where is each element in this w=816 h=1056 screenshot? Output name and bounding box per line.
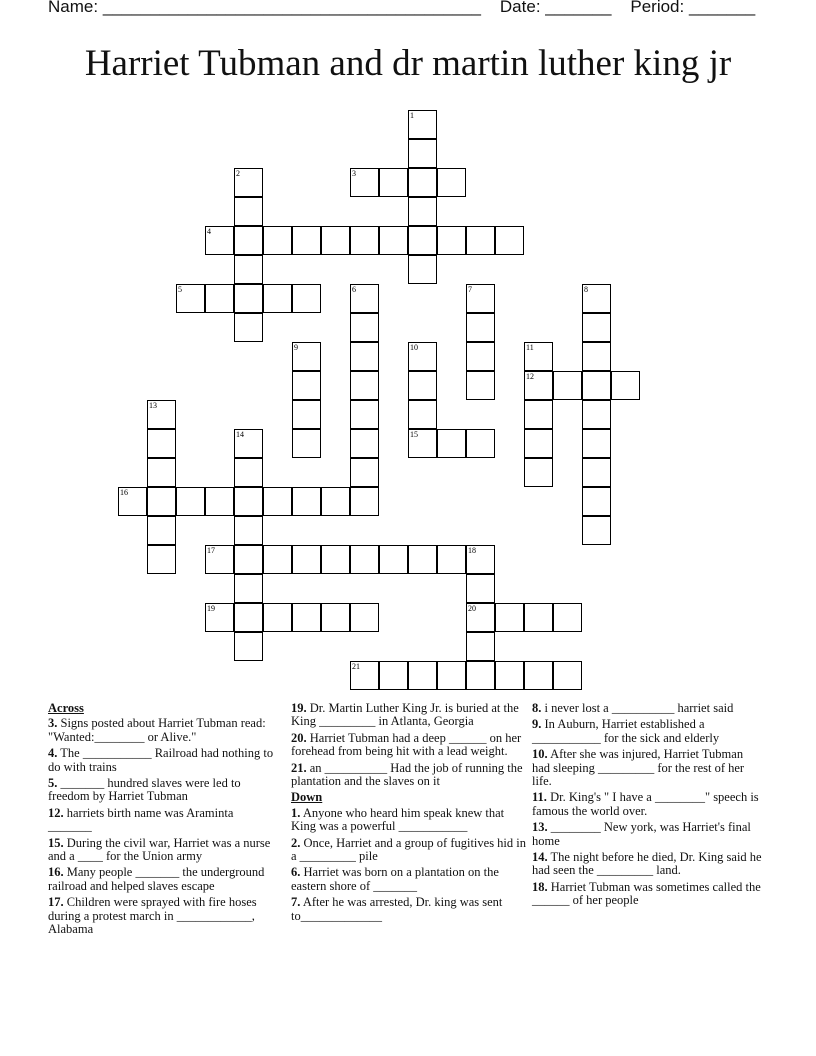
grid-cell[interactable]: [408, 226, 437, 255]
grid-cell[interactable]: [350, 487, 379, 516]
clue-down-13: 13. ________ New york, was Harriet's final home: [532, 820, 751, 848]
grid-cell[interactable]: [524, 458, 553, 487]
period-label: Period:: [630, 0, 685, 16]
grid-cell[interactable]: [263, 545, 292, 574]
clue-across-16: 16. Many people _______ the underground railroad and helped slaves escape: [48, 865, 265, 893]
grid-cell[interactable]: [379, 168, 408, 197]
grid-cell[interactable]: [350, 458, 379, 487]
grid-cell[interactable]: [582, 400, 611, 429]
grid-cell[interactable]: [495, 603, 524, 632]
grid-cell[interactable]: [350, 313, 379, 342]
across-heading: Across: [48, 701, 84, 715]
grid-cell[interactable]: [147, 545, 176, 574]
grid-cell[interactable]: [350, 400, 379, 429]
grid-cell[interactable]: [524, 603, 553, 632]
clue-down-8: 8. i never lost a __________ harriet said: [532, 701, 734, 715]
date-label: Date:: [499, 0, 541, 16]
clue-across-4: 4. The ___________ Railroad had nothing to do with trains: [48, 746, 274, 774]
clue-number: 20: [468, 604, 476, 613]
grid-cell[interactable]: [408, 371, 437, 400]
period-blank[interactable]: _______: [688, 0, 756, 16]
grid-cell[interactable]: [553, 603, 582, 632]
clue-number: 11: [526, 343, 534, 352]
clue-across-5: 5. _______ hundred slaves were led to freedom by Harriet Tubman: [48, 776, 241, 804]
page-title: Harriet Tubman and dr martin luther king jr: [84, 43, 732, 84]
clue-number: 8: [584, 285, 588, 294]
grid-cell[interactable]: [263, 487, 292, 516]
grid-cell[interactable]: [582, 313, 611, 342]
grid-cell[interactable]: [466, 429, 495, 458]
grid-cell[interactable]: [582, 371, 611, 400]
grid-cell[interactable]: [147, 429, 176, 458]
grid-cell[interactable]: [234, 545, 263, 574]
clue-down-2: 2. Once, Harriet and a group of fugitives hid in a _________ pile: [291, 835, 527, 864]
clue-number: 2: [236, 169, 240, 178]
clue-number: 9: [294, 343, 298, 352]
grid-cell[interactable]: [408, 545, 437, 574]
grid-cell[interactable]: [582, 487, 611, 516]
down-heading: Down: [291, 790, 323, 805]
grid-cell[interactable]: [205, 487, 234, 516]
grid-cell[interactable]: [466, 342, 495, 371]
grid-cell[interactable]: [582, 458, 611, 487]
grid-cell[interactable]: [437, 168, 466, 197]
clue-number: 15: [410, 430, 418, 439]
clue-number: 17: [207, 546, 215, 555]
grid-cell[interactable]: [524, 661, 553, 690]
grid-cell[interactable]: [292, 371, 321, 400]
grid-cell[interactable]: [553, 371, 582, 400]
clue-down-6: 6. Harriet was born on a plantation on the eastern shore of _______: [291, 865, 499, 893]
clue-column-1: [48, 702, 274, 940]
grid-cell[interactable]: [466, 661, 495, 690]
grid-cell[interactable]: [379, 545, 408, 574]
grid-cell[interactable]: [350, 603, 379, 632]
clue-number: 14: [236, 430, 244, 439]
clue-number: 19: [207, 604, 215, 613]
grid-cell[interactable]: [466, 313, 495, 342]
grid-cell[interactable]: [437, 545, 466, 574]
grid-cell[interactable]: [524, 400, 553, 429]
grid-cell[interactable]: [611, 371, 640, 400]
grid-cell[interactable]: [234, 197, 263, 226]
grid-cell[interactable]: [234, 458, 263, 487]
grid-cell[interactable]: [234, 632, 263, 661]
grid-cell[interactable]: [466, 632, 495, 661]
grid-cell[interactable]: [234, 255, 263, 284]
grid-cell[interactable]: [350, 545, 379, 574]
clue-across-3: 3. Signs posted about Harriet Tubman read: "Wanted:________ or Alive.": [48, 716, 266, 744]
grid-cell[interactable]: [350, 226, 379, 255]
grid-cell[interactable]: [437, 429, 466, 458]
clue-down-18: 18. Harriet Tubman was sometimes called the ______ of her people: [532, 879, 761, 908]
clue-column-2: [291, 702, 527, 926]
clue-across-19: 19. Dr. Martin Luther King Jr. is buried at the King _________ in Atlanta, Georgia: [291, 701, 519, 729]
grid-cell[interactable]: [408, 197, 437, 226]
name-label: Name:: [48, 0, 99, 16]
grid-cell[interactable]: [582, 429, 611, 458]
grid-cell[interactable]: [437, 661, 466, 690]
clue-number: 16: [120, 488, 128, 497]
grid-cell[interactable]: [321, 603, 350, 632]
grid-cell[interactable]: [147, 487, 176, 516]
clue-number: 10: [410, 343, 418, 352]
clue-number: 3: [352, 169, 356, 178]
grid-cell[interactable]: [147, 516, 176, 545]
clue-across-17: 17. Children were sprayed with fire hoses during a protest march in ____________, Alabama: [48, 895, 257, 937]
clue-number: 12: [526, 372, 534, 381]
grid-cell[interactable]: [234, 226, 263, 255]
date-blank[interactable]: _______: [545, 0, 612, 16]
grid-cell[interactable]: [321, 545, 350, 574]
grid-cell[interactable]: [234, 284, 263, 313]
grid-cell[interactable]: [292, 226, 321, 255]
clue-down-11: 11. Dr. King's " I have a ________" speech is famous the world over.: [532, 790, 759, 818]
clue-across-21: 21. an __________ Had the job of running the plantation and the slaves on it: [291, 760, 523, 789]
grid-cell[interactable]: [495, 226, 524, 255]
grid-cell[interactable]: [437, 226, 466, 255]
grid-cell[interactable]: [466, 371, 495, 400]
clue-number: 1: [410, 111, 414, 120]
grid-cell[interactable]: [292, 429, 321, 458]
clue-number: 5: [178, 285, 182, 294]
grid-cell[interactable]: [234, 603, 263, 632]
grid-cell[interactable]: [263, 284, 292, 313]
grid-cell[interactable]: [350, 371, 379, 400]
clue-down-14: 14. The night before he died, Dr. King said he had seen the _________ land.: [532, 850, 762, 878]
grid-cell[interactable]: [263, 603, 292, 632]
grid-cell[interactable]: [350, 429, 379, 458]
clue-number: 13: [149, 401, 157, 410]
clue-down-9: 9. In Auburn, Harriet established a ___________ for the sick and elderly: [532, 717, 720, 745]
grid-cell[interactable]: [466, 574, 495, 603]
grid-cell[interactable]: [263, 226, 292, 255]
grid-cell[interactable]: [582, 342, 611, 371]
clue-column-3: [532, 702, 764, 911]
grid-cell[interactable]: [205, 284, 234, 313]
grid-cell[interactable]: [234, 574, 263, 603]
clue-across-15: 15. During the civil war, Harriet was a nurse and a ____ for the Union army: [48, 835, 271, 864]
grid-cell[interactable]: [582, 516, 611, 545]
grid-cell[interactable]: [292, 545, 321, 574]
clue-across-20: 20. Harriet Tubman had a deep ______ on her forehead from being hit with a lead weight.: [291, 730, 522, 759]
grid-cell[interactable]: [466, 226, 495, 255]
grid-cell[interactable]: [292, 487, 321, 516]
grid-cell[interactable]: [379, 226, 408, 255]
grid-cell[interactable]: [292, 284, 321, 313]
grid-cell[interactable]: [234, 487, 263, 516]
grid-cell[interactable]: [176, 487, 205, 516]
grid-cell[interactable]: [408, 139, 437, 168]
grid-cell[interactable]: [379, 661, 408, 690]
clue-number: 18: [468, 546, 476, 555]
clue-number: 21: [352, 662, 360, 671]
grid-cell[interactable]: [234, 313, 263, 342]
clue-down-10: 10. After she was injured, Harriet Tubman had sleeping _________ for the rest of her life.: [532, 747, 745, 789]
grid-cell[interactable]: [292, 400, 321, 429]
clue-number: 6: [352, 285, 356, 294]
grid-cell[interactable]: [495, 661, 524, 690]
clue-down-7: 7. After he was arrested, Dr. king was sent to_____________: [291, 895, 503, 923]
grid-cell[interactable]: [292, 603, 321, 632]
clue-down-1: 1. Anyone who heard him speak knew that King was a powerful ___________: [291, 805, 505, 834]
header: [48, 0, 755, 17]
clue-across-12: 12. harriets birth name was Araminta _______: [48, 805, 234, 834]
clue-number: 7: [468, 285, 472, 294]
grid-cell[interactable]: [408, 168, 437, 197]
grid-cell[interactable]: [408, 400, 437, 429]
grid-cell[interactable]: [553, 661, 582, 690]
grid-cell[interactable]: [234, 516, 263, 545]
grid-cell[interactable]: [147, 458, 176, 487]
grid-cell[interactable]: [321, 226, 350, 255]
grid-cell[interactable]: [350, 342, 379, 371]
grid-cell[interactable]: [321, 487, 350, 516]
clue-number: 4: [207, 227, 211, 236]
grid-cell[interactable]: [408, 661, 437, 690]
grid-cell[interactable]: [408, 255, 437, 284]
name-blank[interactable]: ________________________________________: [102, 0, 481, 16]
grid-cell[interactable]: [524, 429, 553, 458]
